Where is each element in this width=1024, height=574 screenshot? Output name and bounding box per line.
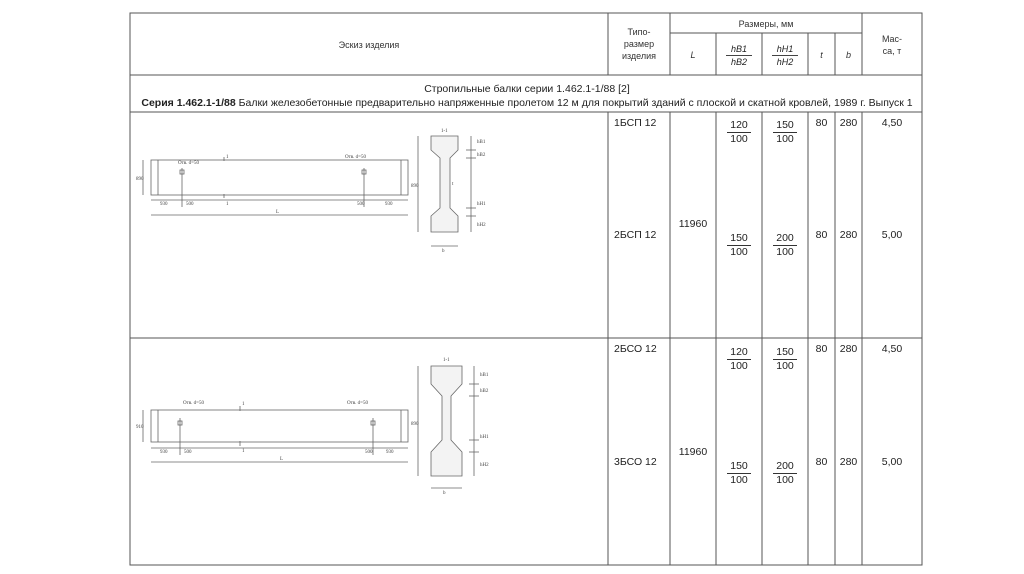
header-col-b: b	[845, 50, 851, 60]
dim-hH1: hН1	[477, 202, 486, 207]
header-col-t: t	[820, 50, 823, 60]
dim-500-left: 500	[186, 202, 194, 207]
series-title: Стропильные балки серии 1.462.1-1/88 [2]	[424, 83, 630, 95]
header-sizes: Размеры, мм	[738, 19, 794, 29]
row-mark: 1БСП 12	[614, 117, 657, 129]
header-type-size: Типо- размер изделия	[621, 27, 657, 61]
hb-fraction: $\frac{120}{100}$	[717, 119, 761, 146]
series-text: Балки железобетонные предварительно напряженные пролетом 12 м для покрытий зданий с плоской и скатной кровлей, 1989 г. Выпуск 1	[235, 97, 913, 109]
dim-hB2: hВ2	[477, 153, 486, 158]
dim-hB1: hВ1	[480, 373, 489, 378]
header-col-L: L	[690, 50, 696, 60]
b-value: 280	[839, 343, 858, 355]
length-value: 11960	[678, 218, 708, 230]
header-mass: Мас- са, т	[881, 34, 903, 56]
dim-930-right: 930	[386, 450, 394, 455]
dim-b: b	[443, 491, 446, 496]
t-value: 80	[815, 456, 828, 468]
hole-label-left: Отв. d=50	[183, 401, 204, 406]
b-value: 280	[839, 456, 858, 468]
row-mark: 3БСО 12	[614, 456, 657, 468]
hb-fraction: $\frac{150}{100}$	[717, 460, 761, 487]
dim-t: t	[452, 182, 454, 187]
section-title: 1-1	[441, 129, 448, 134]
hb-fraction: $\frac{120}{100}$	[717, 346, 761, 373]
dim-L: L	[280, 457, 284, 462]
section-mark-top: 1	[242, 402, 245, 407]
dim-hB1: hВ1	[477, 140, 486, 145]
dim-hB2: hВ2	[480, 389, 489, 394]
dim-890: 890	[136, 177, 144, 182]
row-mark: 2БСО 12	[614, 343, 657, 355]
hh-fraction: $\frac{150}{100}$	[763, 346, 807, 373]
t-value: 80	[815, 343, 828, 355]
dim-b: b	[442, 249, 445, 254]
hb-fraction: $\frac{150}{100}$	[717, 232, 761, 259]
hole-label-right: Отв. d=50	[345, 155, 366, 160]
t-value: 80	[815, 117, 828, 129]
hh-fraction: $\frac{200}{100}$	[763, 460, 807, 487]
dim-500-left: 500	[184, 450, 192, 455]
dim-890-section: 890	[411, 422, 419, 427]
hh-fraction: $\frac{150}{100}$	[763, 119, 807, 146]
section-mark-bottom: 1	[226, 202, 229, 207]
header-col-hH2: hН2	[776, 57, 794, 67]
dim-930-left: 930	[160, 202, 168, 207]
header-col-hB1: hВ1	[726, 43, 752, 56]
header-col-hB2: hВ2	[730, 57, 747, 67]
section-mark-top: 1	[226, 155, 229, 160]
length-value: 11960	[678, 446, 708, 458]
hh-fraction: $\frac{200}{100}$	[763, 232, 807, 259]
row-mark: 2БСП 12	[614, 229, 657, 241]
dim-500-right: 500	[365, 450, 373, 455]
hole-label-right: Отв. d=50	[347, 401, 368, 406]
mass-value: 4,50	[881, 343, 903, 355]
dim-L: L	[276, 210, 280, 215]
section-title: 1-1	[443, 358, 450, 363]
header-sketch: Эскиз изделия	[338, 40, 400, 50]
b-value: 280	[839, 117, 858, 129]
hole-label-left: Отв. d=50	[178, 161, 199, 166]
header-col-hH1: hН1	[772, 43, 798, 56]
dim-500-right: 500	[357, 202, 365, 207]
dim-910: 910	[136, 425, 144, 430]
dim-hH1: hН1	[480, 435, 489, 440]
t-value: 80	[815, 229, 828, 241]
mass-value: 5,00	[881, 229, 903, 241]
dim-930-left: 930	[160, 450, 168, 455]
mass-value: 4,50	[881, 117, 903, 129]
section-mark-bottom: 1	[242, 449, 245, 454]
dim-hH2: hН2	[477, 223, 486, 228]
series-code: Серия 1.462.1-1/88	[141, 97, 236, 109]
mass-value: 5,00	[881, 456, 903, 468]
dim-hH2: hН2	[480, 463, 489, 468]
b-value: 280	[839, 229, 858, 241]
dim-890-section: 890	[411, 184, 419, 189]
dim-930-right: 930	[385, 202, 393, 207]
